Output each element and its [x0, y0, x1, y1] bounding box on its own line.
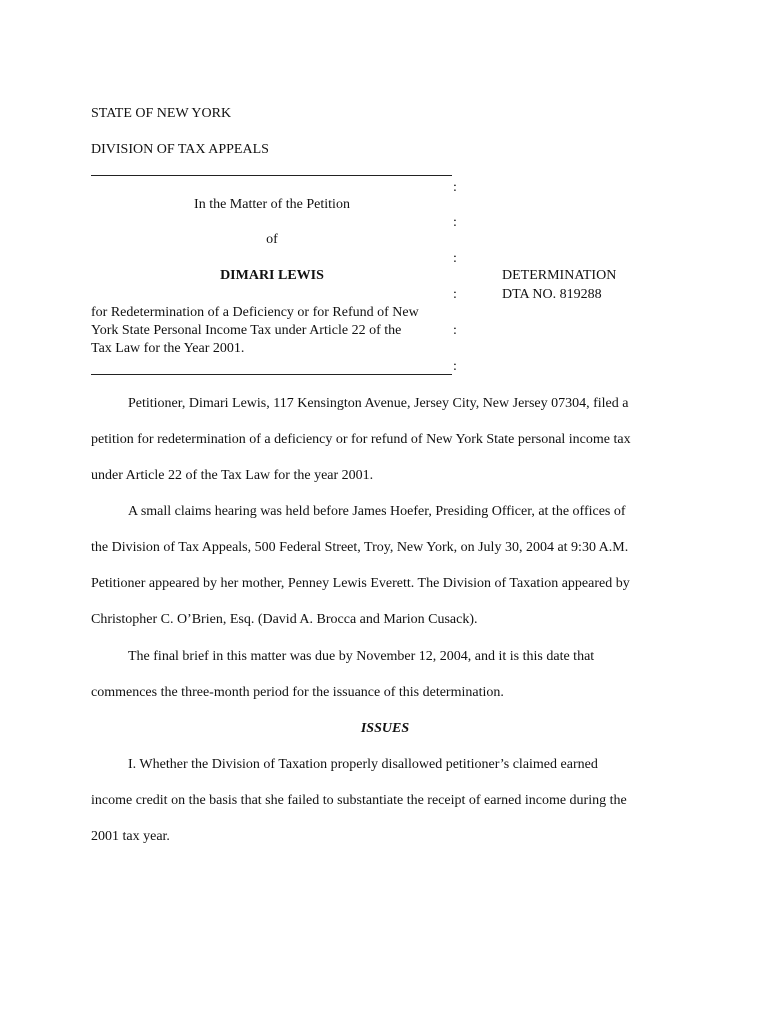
issue-line: income credit on the basis that she failed to substantiate the receipt of earned income during the [91, 793, 627, 808]
paragraph-line: petition for redetermination of a deficiency or for refund of New York State personal income tax [91, 432, 631, 447]
matter-line: In the Matter of the Petition [194, 197, 350, 212]
purpose-line: York State Personal Income Tax under Article 22 of the [91, 323, 402, 338]
caption-colon: : [453, 359, 457, 374]
paragraph-line: The final brief in this matter was due by November 12, 2004, and it is this date that [128, 649, 595, 664]
caption-colon: : [453, 287, 457, 302]
petitioner-name: DIMARI LEWIS [220, 268, 324, 283]
issue-line: I. Whether the Division of Taxation properly disallowed petitioner’s claimed earned [128, 757, 598, 772]
dta-number: DTA NO. 819288 [502, 287, 602, 302]
state-heading: STATE OF NEW YORK [91, 106, 232, 121]
paragraph-line: the Division of Tax Appeals, 500 Federal Street, Troy, New York, on July 30, 2004 at 9:30 A.M. [91, 540, 629, 555]
paragraph-line: Christopher C. O’Brien, Esq. (David A. Brocca and Marion Cusack). [91, 612, 478, 627]
paragraph-line: Petitioner appeared by her mother, Penney Lewis Everett. The Division of Taxation appeared by [91, 576, 630, 591]
caption-colon: : [453, 180, 457, 195]
purpose-line: Tax Law for the Year 2001. [91, 341, 245, 356]
determination-label: DETERMINATION [502, 268, 617, 283]
caption-colon: : [453, 251, 457, 266]
of-line: of [266, 232, 278, 247]
division-heading: DIVISION OF TAX APPEALS [91, 142, 269, 157]
issue-line: 2001 tax year. [91, 829, 170, 844]
caption-colon: : [453, 323, 457, 338]
paragraph-line: commences the three-month period for the issuance of this determination. [91, 685, 504, 700]
caption-colon: : [453, 215, 457, 230]
paragraph-line: under Article 22 of the Tax Law for the year 2001. [91, 468, 374, 483]
issues-heading: ISSUES [360, 721, 410, 736]
paragraph-line: Petitioner, Dimari Lewis, 117 Kensington Avenue, Jersey City, New Jersey 07304, filed a [128, 396, 629, 411]
purpose-line: for Redetermination of a Deficiency or for Refund of New [91, 305, 419, 320]
paragraph-line: A small claims hearing was held before James Hoefer, Presiding Officer, at the offices of [128, 504, 626, 519]
caption-bottom-rule [91, 374, 452, 375]
caption-top-rule [91, 175, 452, 176]
